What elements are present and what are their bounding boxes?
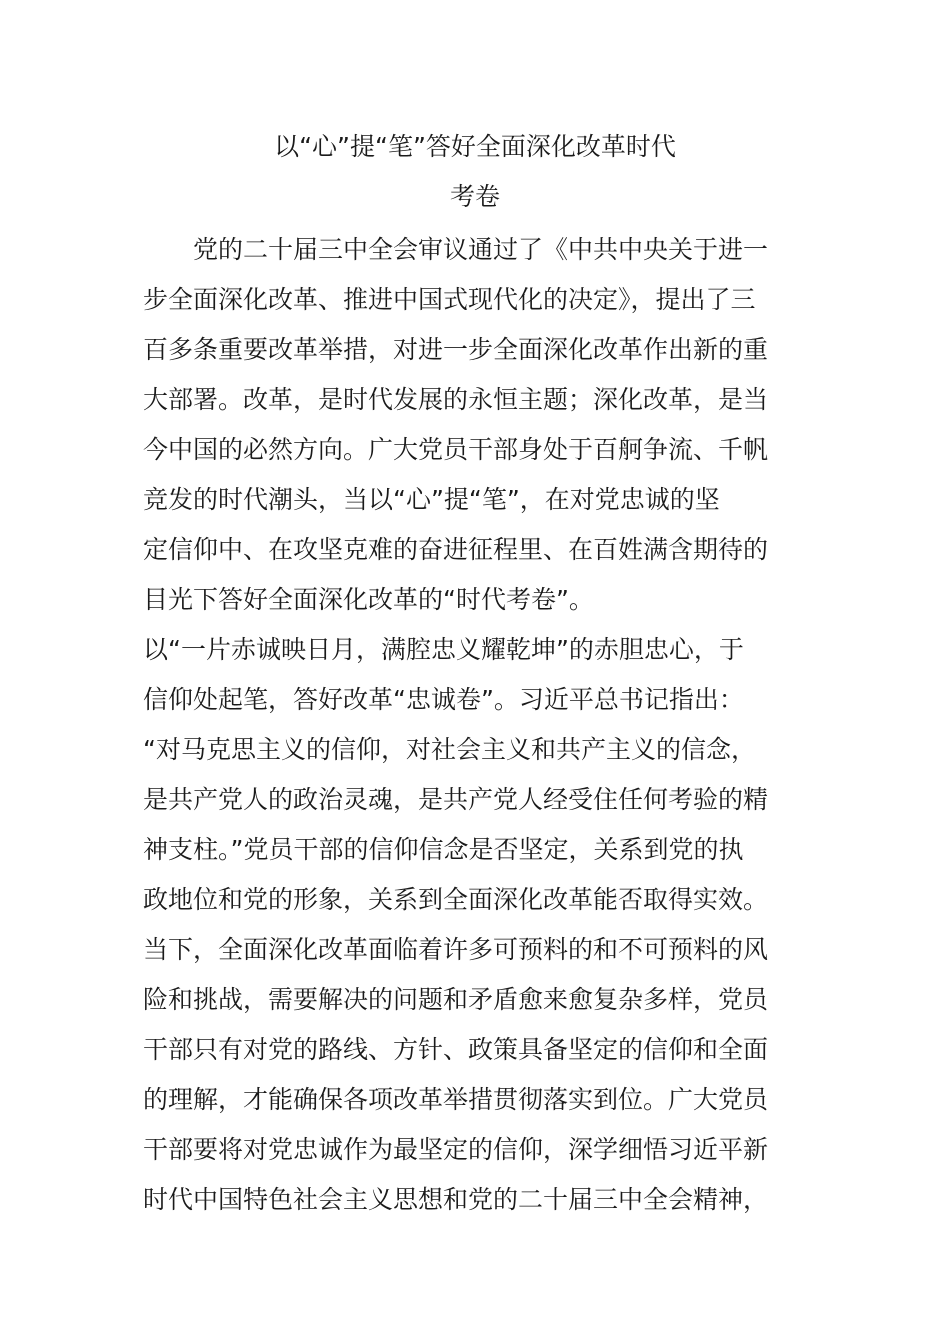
page-title xyxy=(140,122,810,222)
text-line: 神支柱。”党员干部的信仰信念是否坚定，关系到党的执 xyxy=(143,835,744,864)
text-line: 大部署。改革，是时代发展的永恒主题；深化改革，是当 xyxy=(143,385,769,414)
text-line: 目光下答好全面深化改革的“时代考卷”。 xyxy=(143,585,594,614)
text-line: 信仰处起笔，答好改革“忠诚卷”。习近平总书记指出： xyxy=(143,685,744,714)
text-line: 时代中国特色社会主义思想和党的二十届三中全会精神， xyxy=(143,1185,769,1214)
title-line: 以“心”提“笔”答好全面深化改革时代 xyxy=(274,132,676,161)
text-line: 以“一片赤诚映日月，满腔忠义耀乾坤”的赤胆忠心，于 xyxy=(143,635,744,664)
text-line: 百多条重要改革举措，对进一步全面深化改革作出新的重 xyxy=(143,335,769,364)
text-line: 今中国的必然方向。广大党员干部身处于百舸争流、千帆 xyxy=(143,435,769,464)
text-line: 党的二十届三中全会审议通过了《中共中央关于进一 xyxy=(143,235,769,264)
text-line: 险和挑战，需要解决的问题和矛盾愈来愈复杂多样，党员 xyxy=(143,985,769,1014)
text-line: 竞发的时代潮头，当以“心”提“笔”，在对党忠诚的坚 xyxy=(143,485,720,514)
text-line: 当下，全面深化改革面临着许多可预料的和不可预料的风 xyxy=(143,935,769,964)
text-line: 的理解，才能确保各项改革举措贯彻落实到位。广大党员 xyxy=(143,1085,769,1114)
text-line: 定信仰中、在攻坚克难的奋进征程里、在百姓满含期待的 xyxy=(143,535,769,564)
text-line: 干部只有对党的路线、方针、政策具备坚定的信仰和全面 xyxy=(143,1035,769,1064)
text-line: 步全面深化改革、推进中国式现代化的决定》，提出了三 xyxy=(143,285,756,314)
text-line: “对马克思主义的信仰，对社会主义和共产主义的信念， xyxy=(143,735,756,764)
text-line: 干部要将对党忠诚作为最坚定的信仰，深学细悟习近平新 xyxy=(143,1135,769,1164)
text-line: 政地位和党的形象，关系到全面深化改革能否取得实效。 xyxy=(143,885,769,914)
body-text xyxy=(143,225,808,1225)
title-line: 考卷 xyxy=(449,182,500,211)
text-line: 是共产党人的政治灵魂，是共产党人经受住任何考验的精 xyxy=(143,785,769,814)
